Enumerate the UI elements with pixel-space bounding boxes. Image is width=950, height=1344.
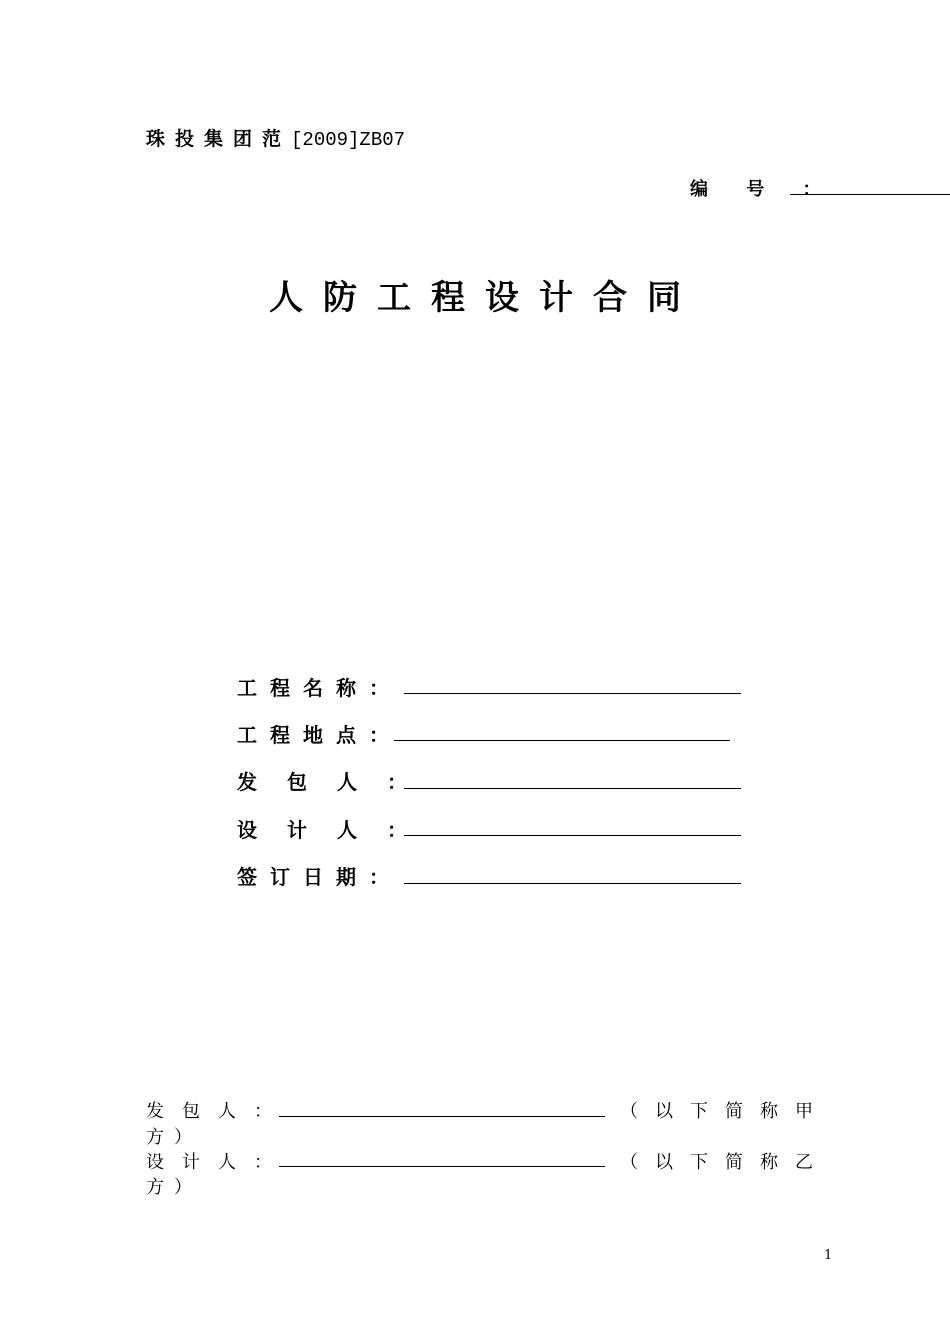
party-note-employer-cont: 方） (146, 1127, 202, 1148)
party-blank-designer[interactable] (279, 1166, 605, 1167)
doc-ref-prefix: 珠投集团范 (146, 128, 292, 150)
field-label-project-location: 工程地点： (237, 723, 402, 747)
field-label-employer: 发包人： (237, 770, 437, 794)
field-blank-project-location[interactable] (394, 740, 730, 741)
doc-ref-code: [2009]ZB07 (291, 129, 406, 151)
field-blank-employer[interactable] (404, 788, 741, 789)
field-label-sign-date: 签订日期： (237, 865, 402, 889)
page-number: 1 (824, 1248, 833, 1263)
party-label-employer: 发包人： (146, 1101, 290, 1122)
field-label-designer: 设计人： (237, 818, 437, 842)
field-blank-designer[interactable] (404, 835, 741, 836)
serial-number-label: 编 号 ： (690, 179, 837, 200)
party-label-designer: 设计人： (146, 1152, 290, 1173)
field-blank-sign-date[interactable] (404, 883, 741, 884)
party-note-designer: （以下简称乙 (620, 1152, 830, 1173)
field-blank-project-name[interactable] (404, 693, 741, 694)
party-note-designer-cont: 方） (146, 1177, 202, 1198)
contract-title: 人防工程设计合同 (269, 278, 701, 318)
party-blank-employer[interactable] (279, 1116, 605, 1117)
party-note-employer: （以下简称甲 (620, 1101, 830, 1122)
field-label-project-name: 工程名称： (237, 676, 402, 700)
document-reference (146, 124, 405, 151)
serial-number-blank[interactable] (790, 194, 950, 195)
